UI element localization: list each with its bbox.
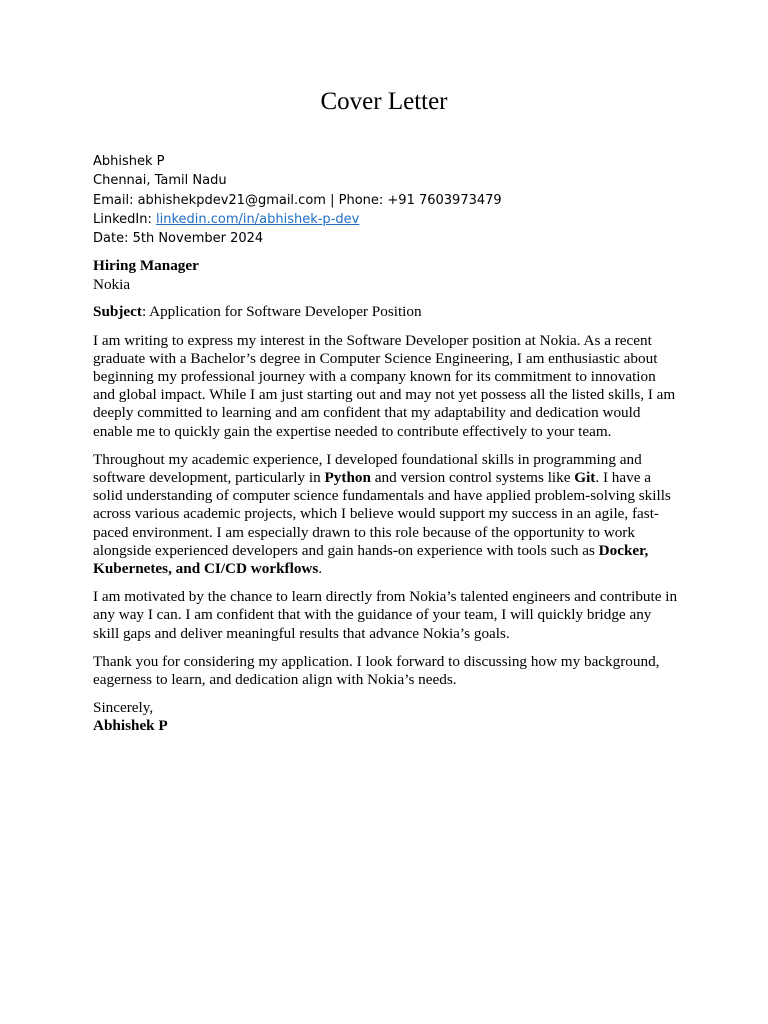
- body-paragraph-4: Thank you for considering my application. I look forward to discussing how my background, eagerness to learn, and dedication align with Nokia’s needs.: [93, 652, 660, 689]
- paragraph-2-text-3: . I have a solid understanding of computer science fundamentals and have applied problem-solving skills across various academic projects, which I believe would support my success in an agile, fast-paced environment. I am especially drawn to this role because of the opportunity to work alongside experienced developers and gain hands-on experience with tools such as: [93, 469, 671, 559]
- linkedin-label: LinkedIn:: [93, 211, 156, 227]
- recipient-company: Nokia: [93, 275, 131, 293]
- paragraph-2-text-1: Throughout my academic experience, I developed foundational skills in programming and software development, particularly in: [93, 450, 642, 487]
- body-paragraph-1: I am writing to express my interest in the Software Developer position at Nokia. As a recent graduate with a Bachelor’s degree in Computer Science Engineering, I am enthusiastic about beginning my professional journey with a company known for its commitment to innovation and global impact. While I am just starting out and may not yet possess all the listed skills, I am deeply committed to learning and am confident that my adaptability and dedication would enable me to quickly gain the expertise needed to contribute effectively to your team.: [93, 331, 676, 440]
- paragraph-2-text-4: .: [318, 560, 323, 578]
- email-address: abhishekpdev21@gmail.com: [137, 192, 326, 208]
- subject-label: Subject: [93, 303, 142, 321]
- subject-line: [93, 303, 678, 321]
- contact-separator: |: [325, 192, 339, 208]
- recipient-block: [93, 257, 678, 293]
- phone-label: Phone:: [338, 192, 388, 208]
- cover-letter-page: [93, 86, 678, 736]
- sender-linkedin-line: [93, 210, 678, 229]
- skill-devops-tools: Docker, Kubernetes, and CI/CD workflows: [93, 541, 649, 578]
- linkedin-link[interactable]: linkedin.com/in/abhishek-p-dev: [156, 211, 360, 227]
- signature-name: Abhishek P: [93, 717, 168, 735]
- subject-text: : Application for Software Developer Position: [141, 303, 422, 321]
- skill-git: Git: [574, 469, 596, 487]
- letter-date: Date: 5th November 2024: [93, 231, 264, 247]
- email-label: Email:: [93, 192, 138, 208]
- sender-email-phone-line: [93, 191, 678, 210]
- phone-number: +91 7603973479: [387, 192, 502, 208]
- skill-python: Python: [324, 469, 371, 487]
- closing-salutation: Sincerely,: [93, 699, 154, 717]
- body-paragraph-3: I am motivated by the chance to learn directly from Nokia’s talented engineers and contribute in any way I can. I am confident that with the guidance of your team, I will quickly bridge any skill gaps and deliver meaningful results that advance Nokia’s goals.: [93, 588, 678, 642]
- sender-location: Chennai, Tamil Nadu: [93, 173, 227, 189]
- body-paragraph-2: [93, 451, 678, 578]
- document-title: Cover Letter: [320, 88, 448, 115]
- sender-name: Abhishek P: [93, 154, 165, 169]
- paragraph-2-text-2: and version control systems like: [370, 469, 575, 487]
- sender-contact-block: [93, 152, 678, 248]
- recipient-title: Hiring Manager: [93, 257, 199, 275]
- closing-block: [93, 699, 678, 735]
